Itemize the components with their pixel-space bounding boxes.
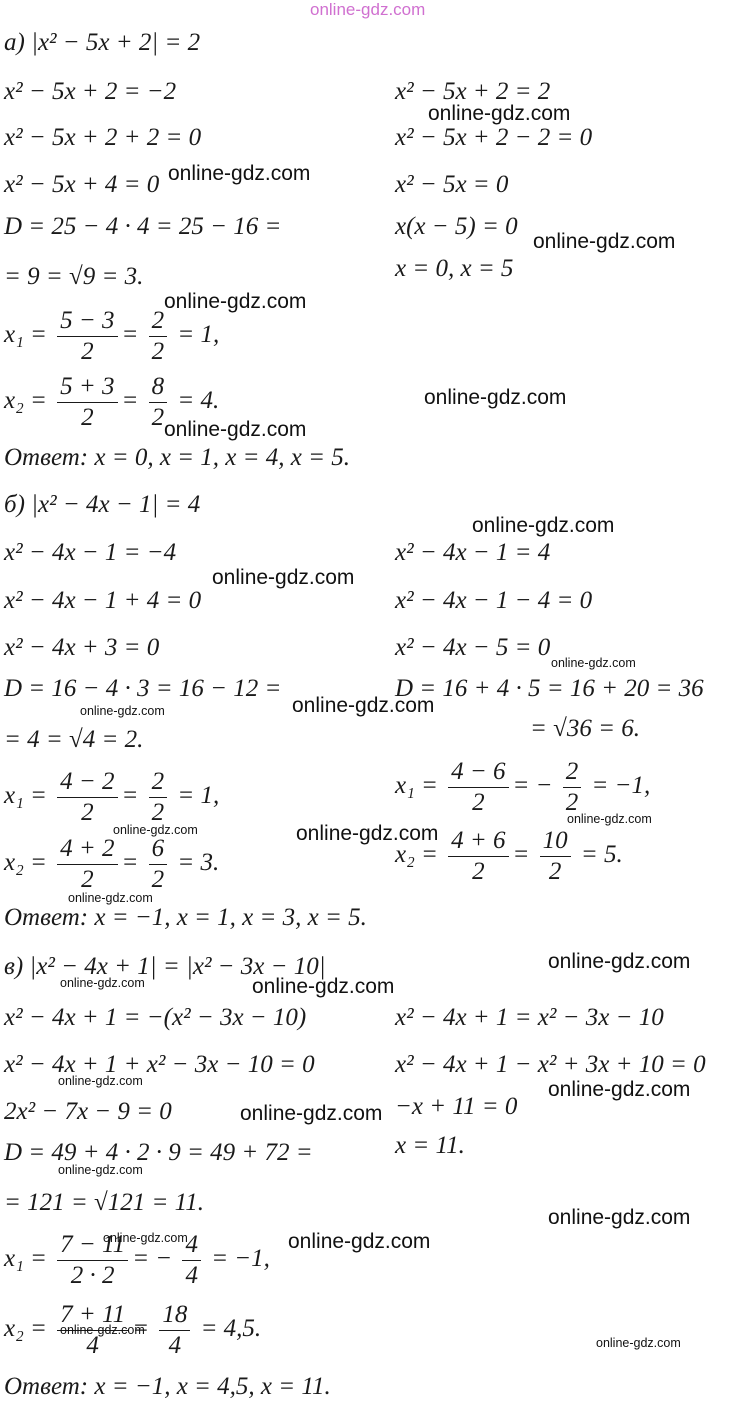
watermark: online-gdz.com	[596, 1336, 681, 1350]
part-c-right-line: −x + 11 = 0	[395, 1093, 518, 1120]
part-c-left-line: D = 49 + 4 · 2 · 9 = 49 + 72 =	[4, 1139, 313, 1166]
watermark: online-gdz.com	[424, 386, 567, 409]
part-b-left-line: x² − 4x − 1 = −4	[4, 539, 177, 566]
watermark: online-gdz.com	[113, 823, 198, 837]
watermark: online-gdz.com	[567, 812, 652, 826]
watermark: online-gdz.com	[252, 975, 395, 998]
part-c-left-line: 2x² − 7x − 9 = 0	[4, 1098, 172, 1125]
watermark: online-gdz.com	[60, 976, 145, 990]
watermark: online-gdz.com	[548, 1206, 691, 1229]
part-c-right-line: x² − 4x + 1 − x² + 3x + 10 = 0	[395, 1051, 706, 1078]
part-a-right-line: x² − 5x + 2 = 2	[395, 78, 551, 105]
watermark: online-gdz.com	[168, 162, 311, 185]
part-b-right-line: D = 16 + 4 · 5 = 16 + 20 = 36	[395, 675, 704, 702]
part-c-x1: x₁ = $\frac{7 - 11}{2 \cdot 2}$ = − $\frac{4}{4}$ = −1,	[4, 1231, 270, 1289]
part-a-left-line: x² − 5x + 4 = 0	[4, 171, 160, 198]
part-b-left-line: D = 16 − 4 · 3 = 16 − 12 =	[4, 675, 282, 702]
watermark: online-gdz.com	[103, 1231, 188, 1245]
part-b-right-x1: x₁ = $\frac{4 - 6}{2}$ = − $\frac{2}{2}$ = −1,	[395, 758, 651, 816]
watermark: online-gdz.com	[240, 1102, 383, 1125]
part-a-x1: x₁ = $\frac{5 - 3}{2}$ = $\frac{2}{2}$ = 1,	[4, 307, 220, 365]
part-b-header: б) |x² − 4x − 1| = 4	[4, 491, 201, 518]
watermark: online-gdz.com	[60, 1323, 145, 1337]
part-a-right-line: x² − 5x + 2 − 2 = 0	[395, 124, 593, 151]
watermark: online-gdz.com	[212, 566, 355, 589]
watermark: online-gdz.com	[472, 514, 615, 537]
watermark: online-gdz.com	[292, 694, 435, 717]
watermark: online-gdz.com	[164, 290, 307, 313]
watermark: online-gdz.com	[164, 418, 307, 441]
part-a-left-line: D = 25 − 4 · 4 = 25 − 16 =	[4, 213, 282, 240]
part-b-right-line: = √36 = 6.	[530, 715, 640, 742]
part-b-x1: x₁ = $\frac{4 - 2}{2}$ = $\frac{2}{2}$ = 1,	[4, 768, 220, 826]
part-c-header: в) |x² − 4x + 1| = |x² − 3x − 10|	[4, 953, 326, 980]
part-b-right-line: x² − 4x − 1 − 4 = 0	[395, 587, 593, 614]
part-a-header: а) |x² − 5x + 2| = 2	[4, 29, 201, 56]
part-c-left-line: x² − 4x + 1 = −(x² − 3x − 10)	[4, 1004, 307, 1031]
watermark: online-gdz.com	[533, 230, 676, 253]
watermark: online-gdz.com	[548, 1078, 691, 1101]
watermark: online-gdz.com	[80, 704, 165, 718]
part-a-right-line: x = 0, x = 5	[395, 255, 514, 282]
part-c-right-line: x = 11.	[395, 1132, 465, 1159]
part-a-left-line: x² − 5x + 2 + 2 = 0	[4, 124, 202, 151]
part-c-answer: Ответ: x = −1, x = 4,5, x = 11.	[4, 1373, 331, 1400]
watermark: online-gdz.com	[548, 950, 691, 973]
part-a-left-line: = 9 = √9 = 3.	[4, 263, 144, 290]
part-b-left-line: x² − 4x + 3 = 0	[4, 634, 160, 661]
part-b-right-line: x² − 4x − 1 = 4	[395, 539, 551, 566]
part-b-left-line: x² − 4x − 1 + 4 = 0	[4, 587, 202, 614]
part-b-left-line: = 4 = √4 = 2.	[4, 726, 144, 753]
part-a-answer: Ответ: x = 0, x = 1, x = 4, x = 5.	[4, 444, 350, 471]
part-c-left-line: x² − 4x + 1 + x² − 3x − 10 = 0	[4, 1051, 315, 1078]
part-c-left-line: = 121 = √121 = 11.	[4, 1189, 204, 1216]
watermark: online-gdz.com	[58, 1074, 143, 1088]
part-b-x2: x₂ = $\frac{4 + 2}{2}$ = $\frac{6}{2}$ = 3.	[4, 835, 220, 893]
part-a-right-line: x(x − 5) = 0	[395, 213, 518, 240]
watermark: online-gdz.com	[296, 822, 439, 845]
watermark: online-gdz.com	[58, 1163, 143, 1177]
part-c-right-line: x² − 4x + 1 = x² − 3x − 10	[395, 1004, 664, 1031]
part-b-right-line: x² − 4x − 5 = 0	[395, 634, 551, 661]
watermark: online-gdz.com	[428, 102, 571, 125]
part-a-right-line: x² − 5x = 0	[395, 171, 509, 198]
part-a-x2: x₂ = $\frac{5 + 3}{2}$ = $\frac{8}{2}$ = 4.	[4, 373, 220, 431]
part-c-x2: x₂ = $\frac{7 + 11}{4}$ = $\frac{18}{4}$ = 4,5.	[4, 1301, 262, 1359]
part-b-right-x2: x₂ = $\frac{4 + 6}{2}$ = $\frac{10}{2}$ = 5.	[395, 827, 623, 885]
watermark: online-gdz.com	[551, 656, 636, 670]
watermark: online-gdz.com	[68, 891, 153, 905]
part-b-answer: Ответ: x = −1, x = 1, x = 3, x = 5.	[4, 904, 367, 931]
watermark: online-gdz.com	[288, 1230, 431, 1253]
part-a-left-line: x² − 5x + 2 = −2	[4, 78, 177, 105]
site-watermark: online-gdz.com	[310, 0, 426, 19]
